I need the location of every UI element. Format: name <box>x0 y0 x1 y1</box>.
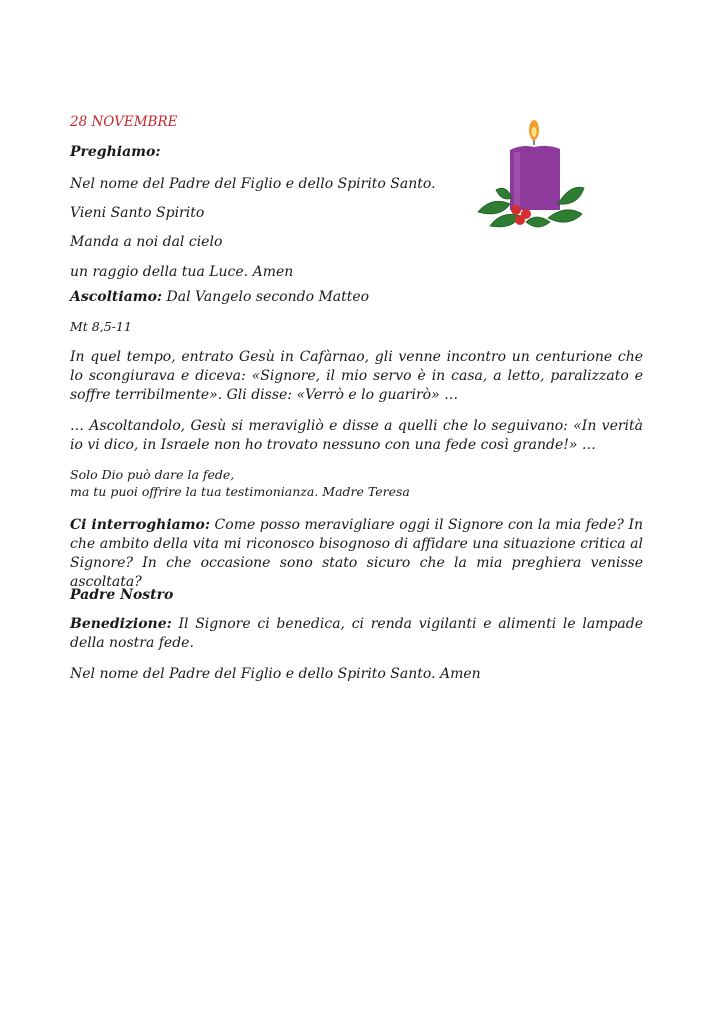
quote <box>70 466 643 500</box>
listen-text: Dal Vangelo secondo Matteo <box>162 289 370 305</box>
prayer-heading: Preghiamo: <box>70 144 161 160</box>
date-heading: 28 NOVEMBRE <box>70 114 178 130</box>
blessing-text: Il Signore ci benedica, ci renda vigilanti e alimenti le lampade della nostra fede. <box>70 616 643 651</box>
our-father-heading: Padre Nostro <box>70 587 174 603</box>
prayer-line: Nel nome del Padre del Figlio e dello Spirito Santo. <box>70 176 436 192</box>
quote-line: ma tu puoi offrire la tua testimonianza. Madre Teresa <box>70 484 410 499</box>
question-heading: Ci interroghiamo: <box>70 517 211 533</box>
prayer-line: Manda a noi dal cielo <box>70 234 223 250</box>
gospel-paragraph-2: … Ascoltandolo, Gesù si meravigliò e disse a quelli che lo seguivano: «In verità io vi dico, in Israele non ho trovato nessuno con una fede così grande!» … <box>70 418 643 453</box>
blessing-paragraph <box>70 615 643 653</box>
gospel-paragraph-1: In quel tempo, entrato Gesù in Cafàrnao, gli venne incontro un centurione che lo scongiurava e diceva: «Signore, il mio servo è in casa, a letto, paralizzato e soffre terribilmente». Gli disse: «Verrò e lo guarirò» … <box>70 349 643 403</box>
prayer-line: un raggio della tua Luce. Amen <box>70 264 294 280</box>
question-paragraph <box>70 516 643 592</box>
closing-line: Nel nome del Padre del Figlio e dello Spirito Santo. Amen <box>70 666 481 682</box>
prayer-line: Vieni Santo Spirito <box>70 205 205 221</box>
listen-line <box>70 288 369 306</box>
listen-heading: Ascoltiamo: <box>70 289 163 305</box>
gospel-reference: Mt 8,5-11 <box>70 319 132 334</box>
advent-candle-image <box>470 118 588 236</box>
blessing-heading: Benedizione: <box>70 616 172 632</box>
question-text: Come posso meravigliare oggi il Signore con la mia fede? In che ambito della vita mi riconosco bisognoso di affidare una situazione critica al Signore? In che occasione sono stato sicuro che la mia preghiera venisse ascoltata? <box>70 517 643 590</box>
quote-line: Solo Dio può dare la fede, <box>70 467 235 482</box>
